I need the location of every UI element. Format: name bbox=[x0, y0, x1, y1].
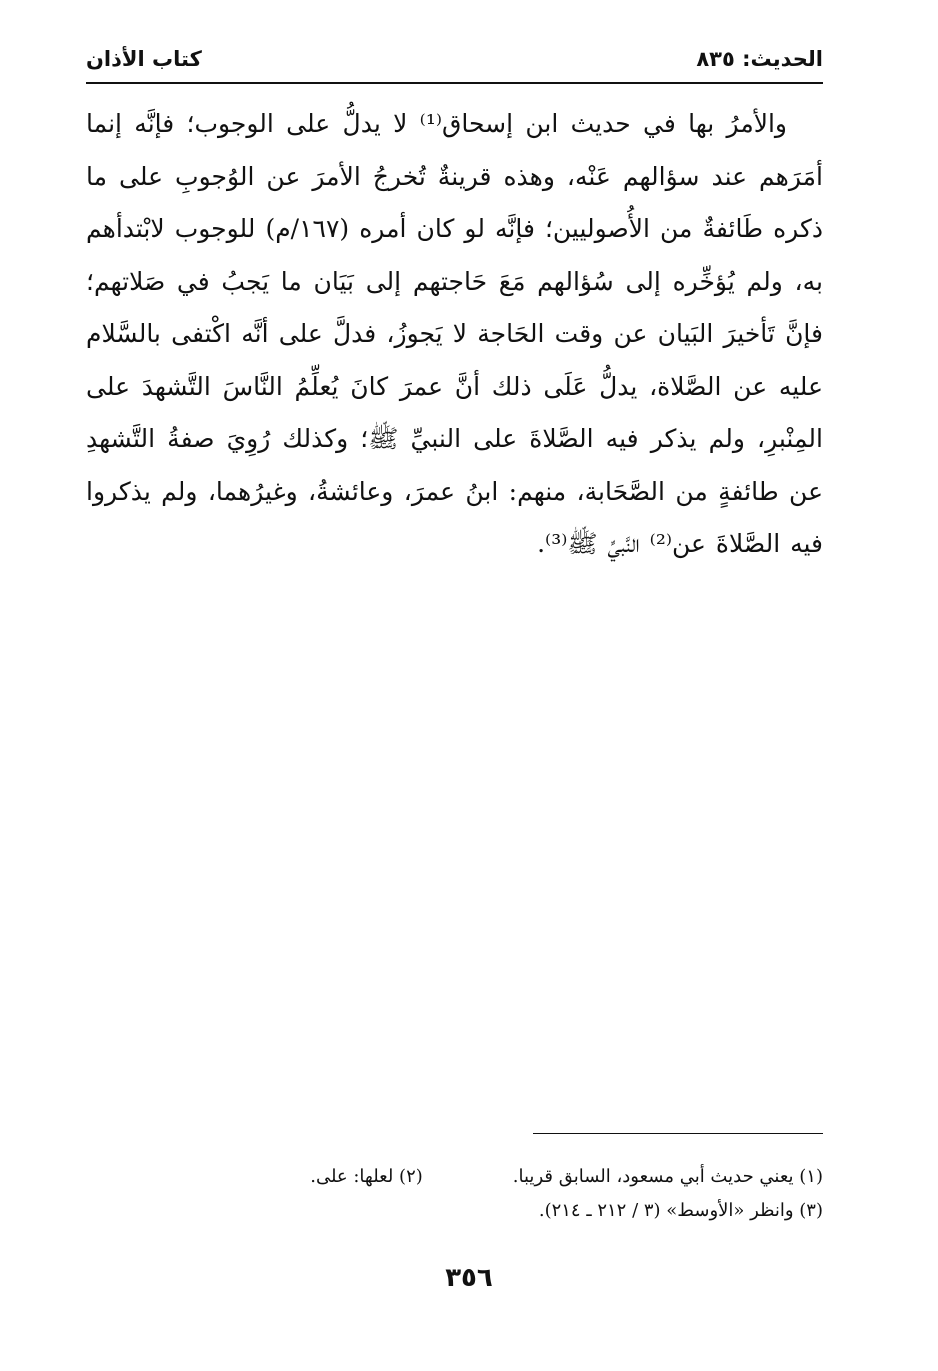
page-number: ٣٥٦ bbox=[445, 1263, 493, 1293]
footnote-1: (١) يعني حديث أبي مسعود، السابق قريبا. bbox=[512, 1166, 823, 1187]
footnote-row bbox=[200, 1194, 823, 1228]
hadith-number-label: الحديث: ٨٣٥ bbox=[696, 47, 823, 71]
main-paragraph: والأمرُ بها في حديث ابن إسحاق⁽¹⁾ لا يدلُّ على الوجوب؛ فإنَّه إنما أمَرَهم عند سؤالهم عَنْه، وهذه قرينةٌ تُخرجُ الأمرَ عن الوُجوبِ على ما ذكره طَائفةٌ من الأُصوليين؛ فإنَّه لو كان أمره (١٦٧/م) للوجوب لابْتدأهم به، ولم يُؤخِّره إلى سُؤالهم مَعَ حَاجتهم إلى بَيَان ما يَجبُ في صَلاتهم؛ فإنَّ تَأخيرَ البَيان عن وقت الحَاجة لا يَجوزُ، فدلَّ على أنَّه اكْتفى بالسَّلام عليه عن الصَّلاة، يدلُّ عَلَى ذلك أنَّ عمرَ كانَ يُعلِّمُ النَّاسَ التَّشهدَ على المِنْبرِ، ولم يذكر فيه الصَّلاةَ على النبيِّ ﷺ؛ وكذلك رُوِيَ صفةُ التَّشهدِ عن طائفةٍ من الصَّحَابة، منهم: ابنُ عمرَ، وعائشةُ، وغيرُهما، ولم يذكروا فيه الصَّلاةَ عن⁽²⁾ النَّبيِّ ﷺ⁽³⁾. bbox=[86, 109, 823, 558]
footnote-row bbox=[200, 1160, 823, 1194]
running-head bbox=[86, 42, 823, 76]
footnote-divider bbox=[533, 1133, 823, 1134]
header-divider bbox=[86, 82, 823, 84]
footnotes bbox=[200, 1160, 823, 1228]
footnote-2: (٢) لعلها: على. bbox=[310, 1166, 423, 1187]
footnote-3: (٣) وانظر «الأوسط» (٣ / ٢١٢ ـ ٢١٤). bbox=[538, 1200, 823, 1221]
main-text bbox=[86, 98, 823, 571]
book-title: كتاب الأذان bbox=[86, 47, 202, 71]
